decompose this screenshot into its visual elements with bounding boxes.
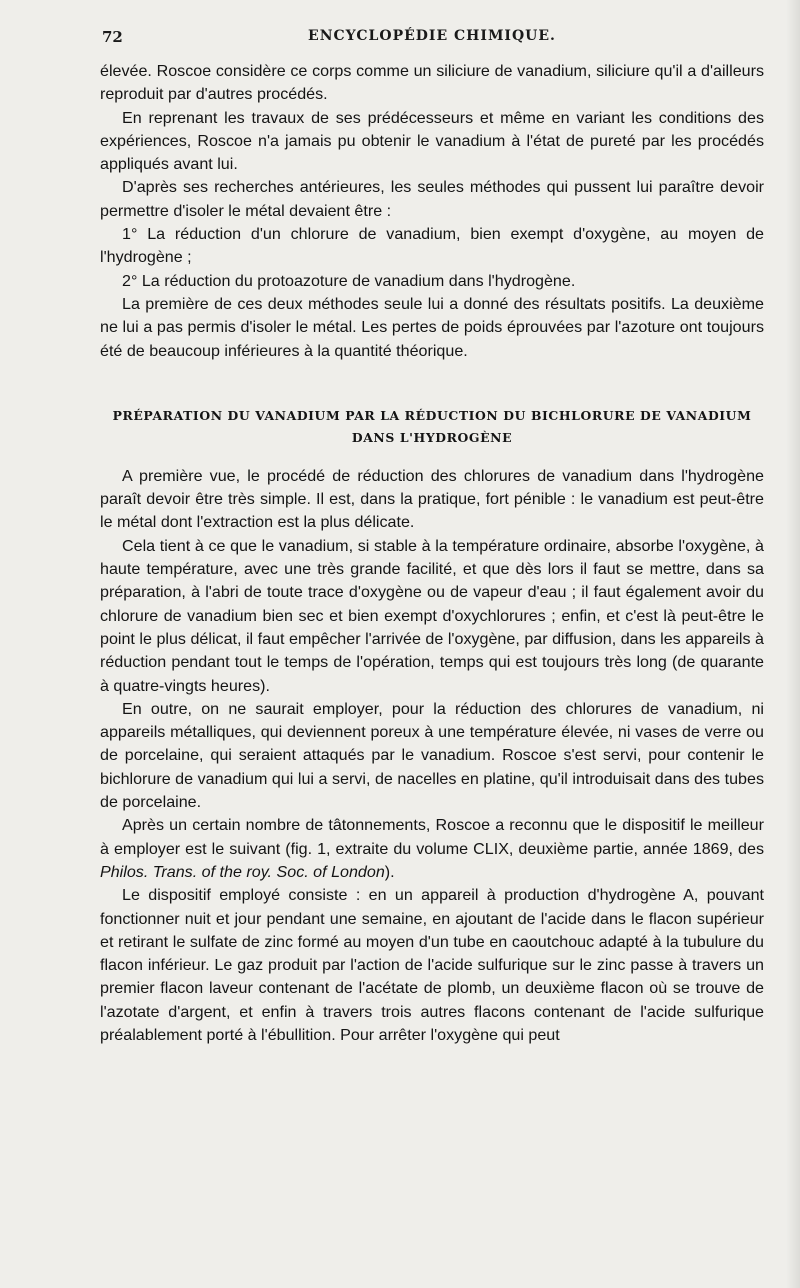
running-head: ENCYCLOPÉDIE CHIMIQUE.	[308, 28, 556, 44]
paragraph: En reprenant les travaux de ses prédécesseurs et même en variant les conditions des expériences, Roscoe n'a jamais pu obtenir le vanadium à l'état de pureté par les procédés appliqués avant lui.	[100, 108, 764, 174]
journal-title: Philos. Trans. of the roy. Soc. of London	[100, 862, 385, 881]
paragraph: Cela tient à ce que le vanadium, si stable à la température ordinaire, absorbe l'oxygène, à haute température, avec une très grande facilité, et que dès lors il faut se mettre, dans sa préparation, à l'abri de toute trace d'oxygène ou de vapeur d'eau ; il faut également avoir du chlorure de vanadium bien sec et bien exempt d'oxychlorures ; enfin, et c'est là peut-être le point le plus délicat, il faut empêcher l'arrivée de l'oxygène, par diffusion, dans les appareils à réduction pendant tout le temps de l'opération, temps qui est toujours très long (de quarante à quatre-vingts heures).	[100, 536, 764, 695]
paragraph: D'après ses recherches antérieures, les seules méthodes qui pussent lui paraître devoir permettre d'isoler le métal devaient être :	[100, 178, 764, 220]
paragraph-continuation: élevée. Roscoe considère ce corps comme un siliciure de vanadium, siliciure qu'il a d'ailleurs reproduit par d'autres procédés.	[100, 62, 764, 104]
method-item-2: 2° La réduction du protoazoture de vanadium dans l'hydrogène.	[122, 271, 576, 290]
paragraph: En outre, on ne saurait employer, pour la réduction des chlorures de vanadium, ni appareils métalliques, qui deviennent poreux à une température élevée, ni vases de verre ou de porcelaine, qui seraient attaqués par le vanadium. Roscoe s'est servi, pour contenir le bichlorure de vanadium qui lui a servi, de nacelles en platine, qu'il introduisait dans des tubes de porcelaine.	[100, 699, 764, 812]
section-heading-line: PRÉPARATION DU VANADIUM PAR LA RÉDUCTION DU BICHLORURE DE VANADIUM	[112, 407, 752, 423]
section-heading	[100, 405, 764, 449]
section-heading-line: DANS L'HYDROGÈNE	[351, 429, 513, 445]
page-number: 72	[102, 28, 123, 46]
reference-text: Après un certain nombre de tâtonnements, Roscoe a reconnu que le dispositif le meilleur à employer est le suivant (fig. 1, extraite du volume CLIX, deuxième partie, année 1869, des	[100, 816, 764, 858]
paragraph-reference	[100, 814, 764, 884]
page-header	[102, 28, 762, 50]
reference-close: ).	[384, 862, 395, 881]
body-text	[100, 60, 764, 1047]
method-item-1: 1° La réduction d'un chlorure de vanadium, bien exempt d'oxygène, au moyen de l'hydrogène ;	[100, 225, 764, 267]
paragraph: A première vue, le procédé de réduction des chlorures de vanadium dans l'hydrogène paraît devoir être très simple. Il est, dans la pratique, fort pénible : le vanadium est peut-être le métal dont l'extraction est la plus délicate.	[100, 466, 764, 532]
paragraph: La première de ces deux méthodes seule lui a donné des résultats positifs. La deuxième ne lui a pas permis d'isoler le métal. Les pertes de poids éprouvées par l'azoture ont toujours été de beaucoup inférieures à la quantité théorique.	[100, 294, 764, 360]
page-edge-shadow	[786, 0, 800, 1288]
paragraph: Le dispositif employé consiste : en un appareil à production d'hydrogène A, pouvant fonctionner nuit et jour pendant une semaine, en ajoutant de l'acide dans le flacon supérieur et retirant le sulfate de zinc formé au moyen d'un tube en caoutchouc adapté à la tubulure du flacon inférieur. Le gaz produit par l'action de l'acide sulfurique sur le zinc passe à travers un premier flacon laveur contenant de l'acétate de plomb, un deuxième flacon où se trouve de l'azotate d'argent, et enfin à travers trois autres flacons contenant de l'acide sulfurique préalablement porté à l'ébullition. Pour arrêter l'oxygène qui peut	[100, 886, 764, 1044]
